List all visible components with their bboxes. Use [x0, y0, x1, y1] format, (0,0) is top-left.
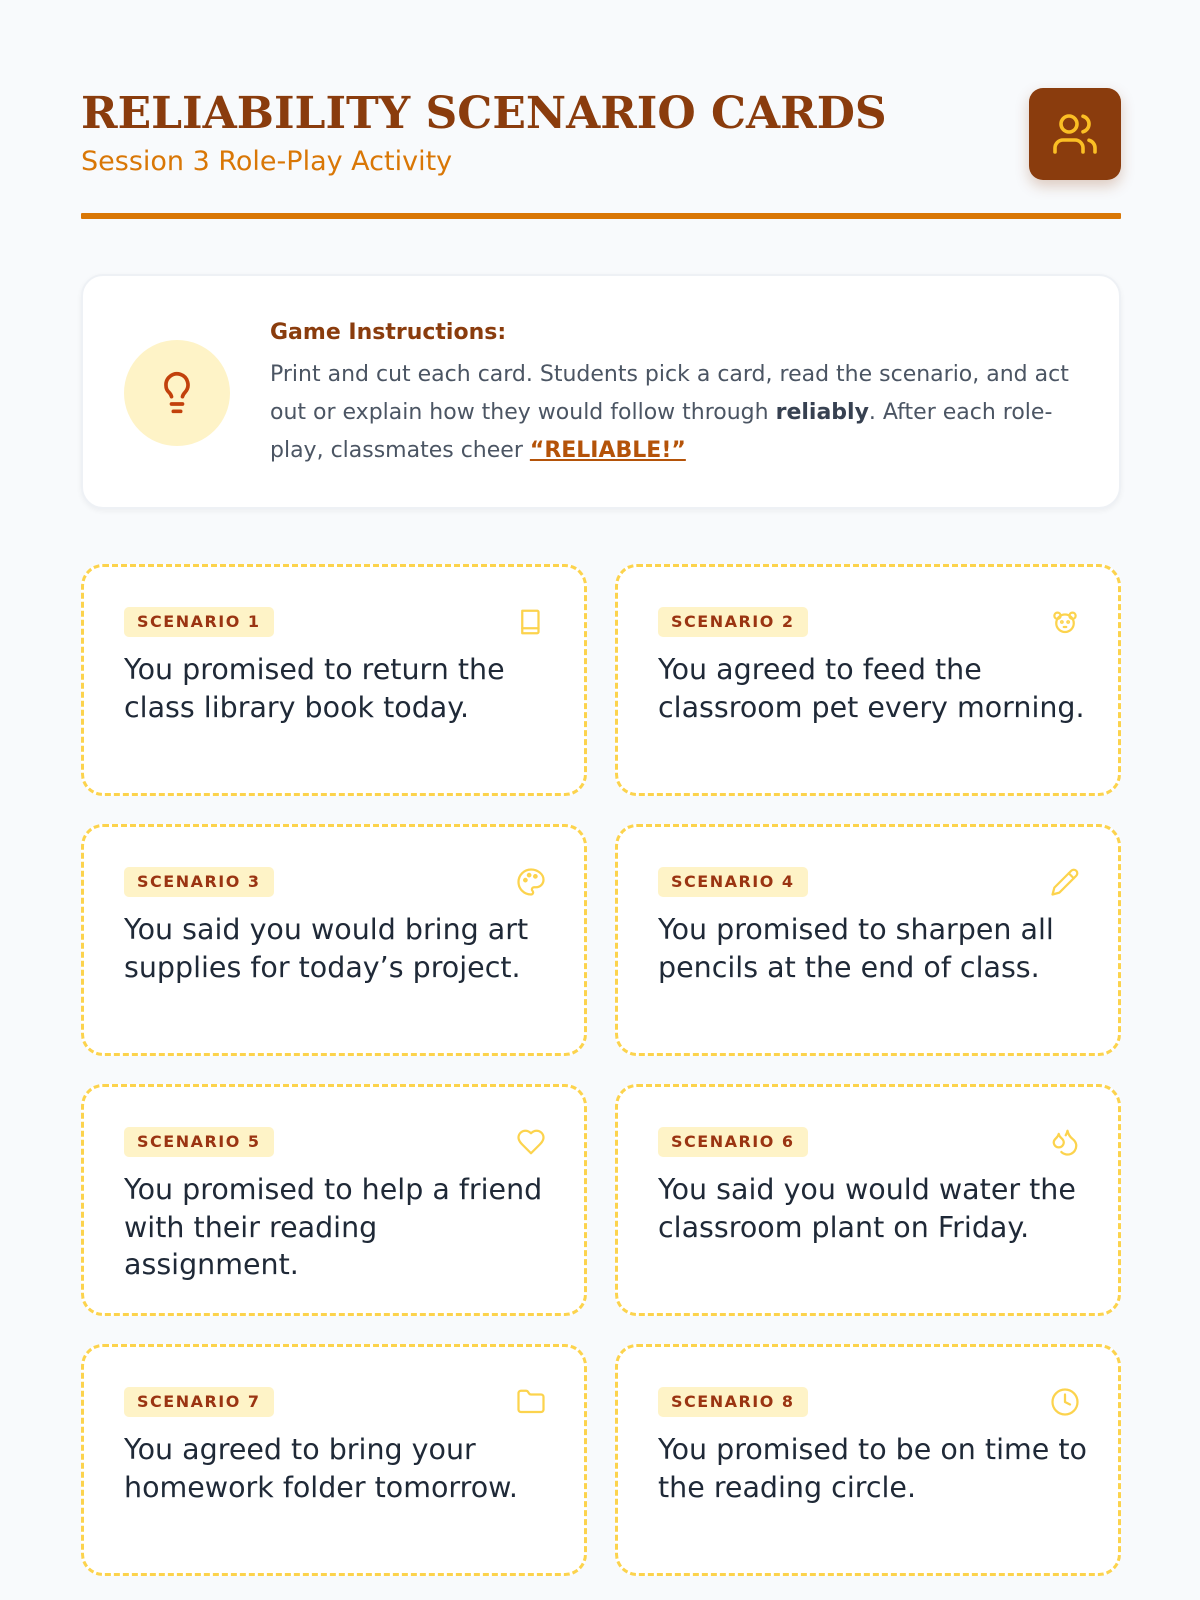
scenario-label: SCENARIO 2 — [658, 607, 808, 637]
scenario-card — [615, 824, 1121, 1056]
page-title: RELIABILITY SCENARIO CARDS — [81, 88, 887, 139]
instructions-body — [270, 356, 1080, 470]
heart-icon — [516, 1127, 546, 1157]
users-icon — [1051, 110, 1099, 158]
scenario-text: You promised to be on time to the reading circle. — [658, 1433, 1087, 1504]
scenario-label: SCENARIO 3 — [124, 867, 274, 897]
scenario-card — [81, 1084, 587, 1316]
palette-icon — [516, 867, 546, 897]
scenario-text: You promised to help a friend with their reading assignment. — [124, 1173, 543, 1281]
scenario-label: SCENARIO 8 — [658, 1387, 808, 1417]
scenario-text: You agreed to feed the classroom pet every morning. — [658, 653, 1085, 724]
scenario-text: You promised to return the class library book today. — [124, 653, 505, 724]
pencil-icon — [1050, 867, 1080, 897]
book-icon — [516, 607, 546, 637]
scenario-text: You promised to sharpen all pencils at the end of class. — [658, 913, 1054, 984]
instructions-emphasis: reliably — [775, 400, 869, 425]
lightbulb-icon — [155, 371, 199, 415]
clock-icon — [1050, 1387, 1080, 1417]
scenario-card — [615, 1344, 1121, 1576]
scenario-text: You agreed to bring your homework folder tomorrow. — [124, 1433, 518, 1504]
scenario-card — [615, 564, 1121, 796]
page-subtitle: Session 3 Role-Play Activity — [81, 146, 453, 177]
scenario-card — [81, 824, 587, 1056]
scenario-text: You said you would water the classroom plant on Friday. — [658, 1173, 1076, 1244]
scenario-label: SCENARIO 6 — [658, 1127, 808, 1157]
lightbulb-badge — [124, 340, 230, 446]
scenario-label: SCENARIO 4 — [658, 867, 808, 897]
scenario-card — [81, 1344, 587, 1576]
instructions-text-2: . After each role-play, classmates cheer — [270, 400, 1053, 463]
instructions-text-1: Print and cut each card. Students pick a card, read the scenario, and act out or explain how they would follow through — [270, 362, 1069, 425]
scenario-text: You said you would bring art supplies for today’s project. — [124, 913, 529, 984]
instructions-panel — [81, 274, 1121, 509]
scenario-card — [615, 1084, 1121, 1316]
scenario-label: SCENARIO 5 — [124, 1127, 274, 1157]
scenario-label: SCENARIO 1 — [124, 607, 274, 637]
users-badge — [1029, 88, 1121, 180]
instructions-heading: Game Instructions: — [270, 320, 507, 345]
cheer-text: “RELIABLE!” — [529, 438, 686, 463]
folder-icon — [516, 1387, 546, 1417]
header-divider — [81, 213, 1121, 219]
paw-icon — [1050, 607, 1080, 637]
droplets-icon — [1050, 1127, 1080, 1157]
scenario-label: SCENARIO 7 — [124, 1387, 274, 1417]
scenario-card — [81, 564, 587, 796]
header — [81, 82, 1121, 222]
